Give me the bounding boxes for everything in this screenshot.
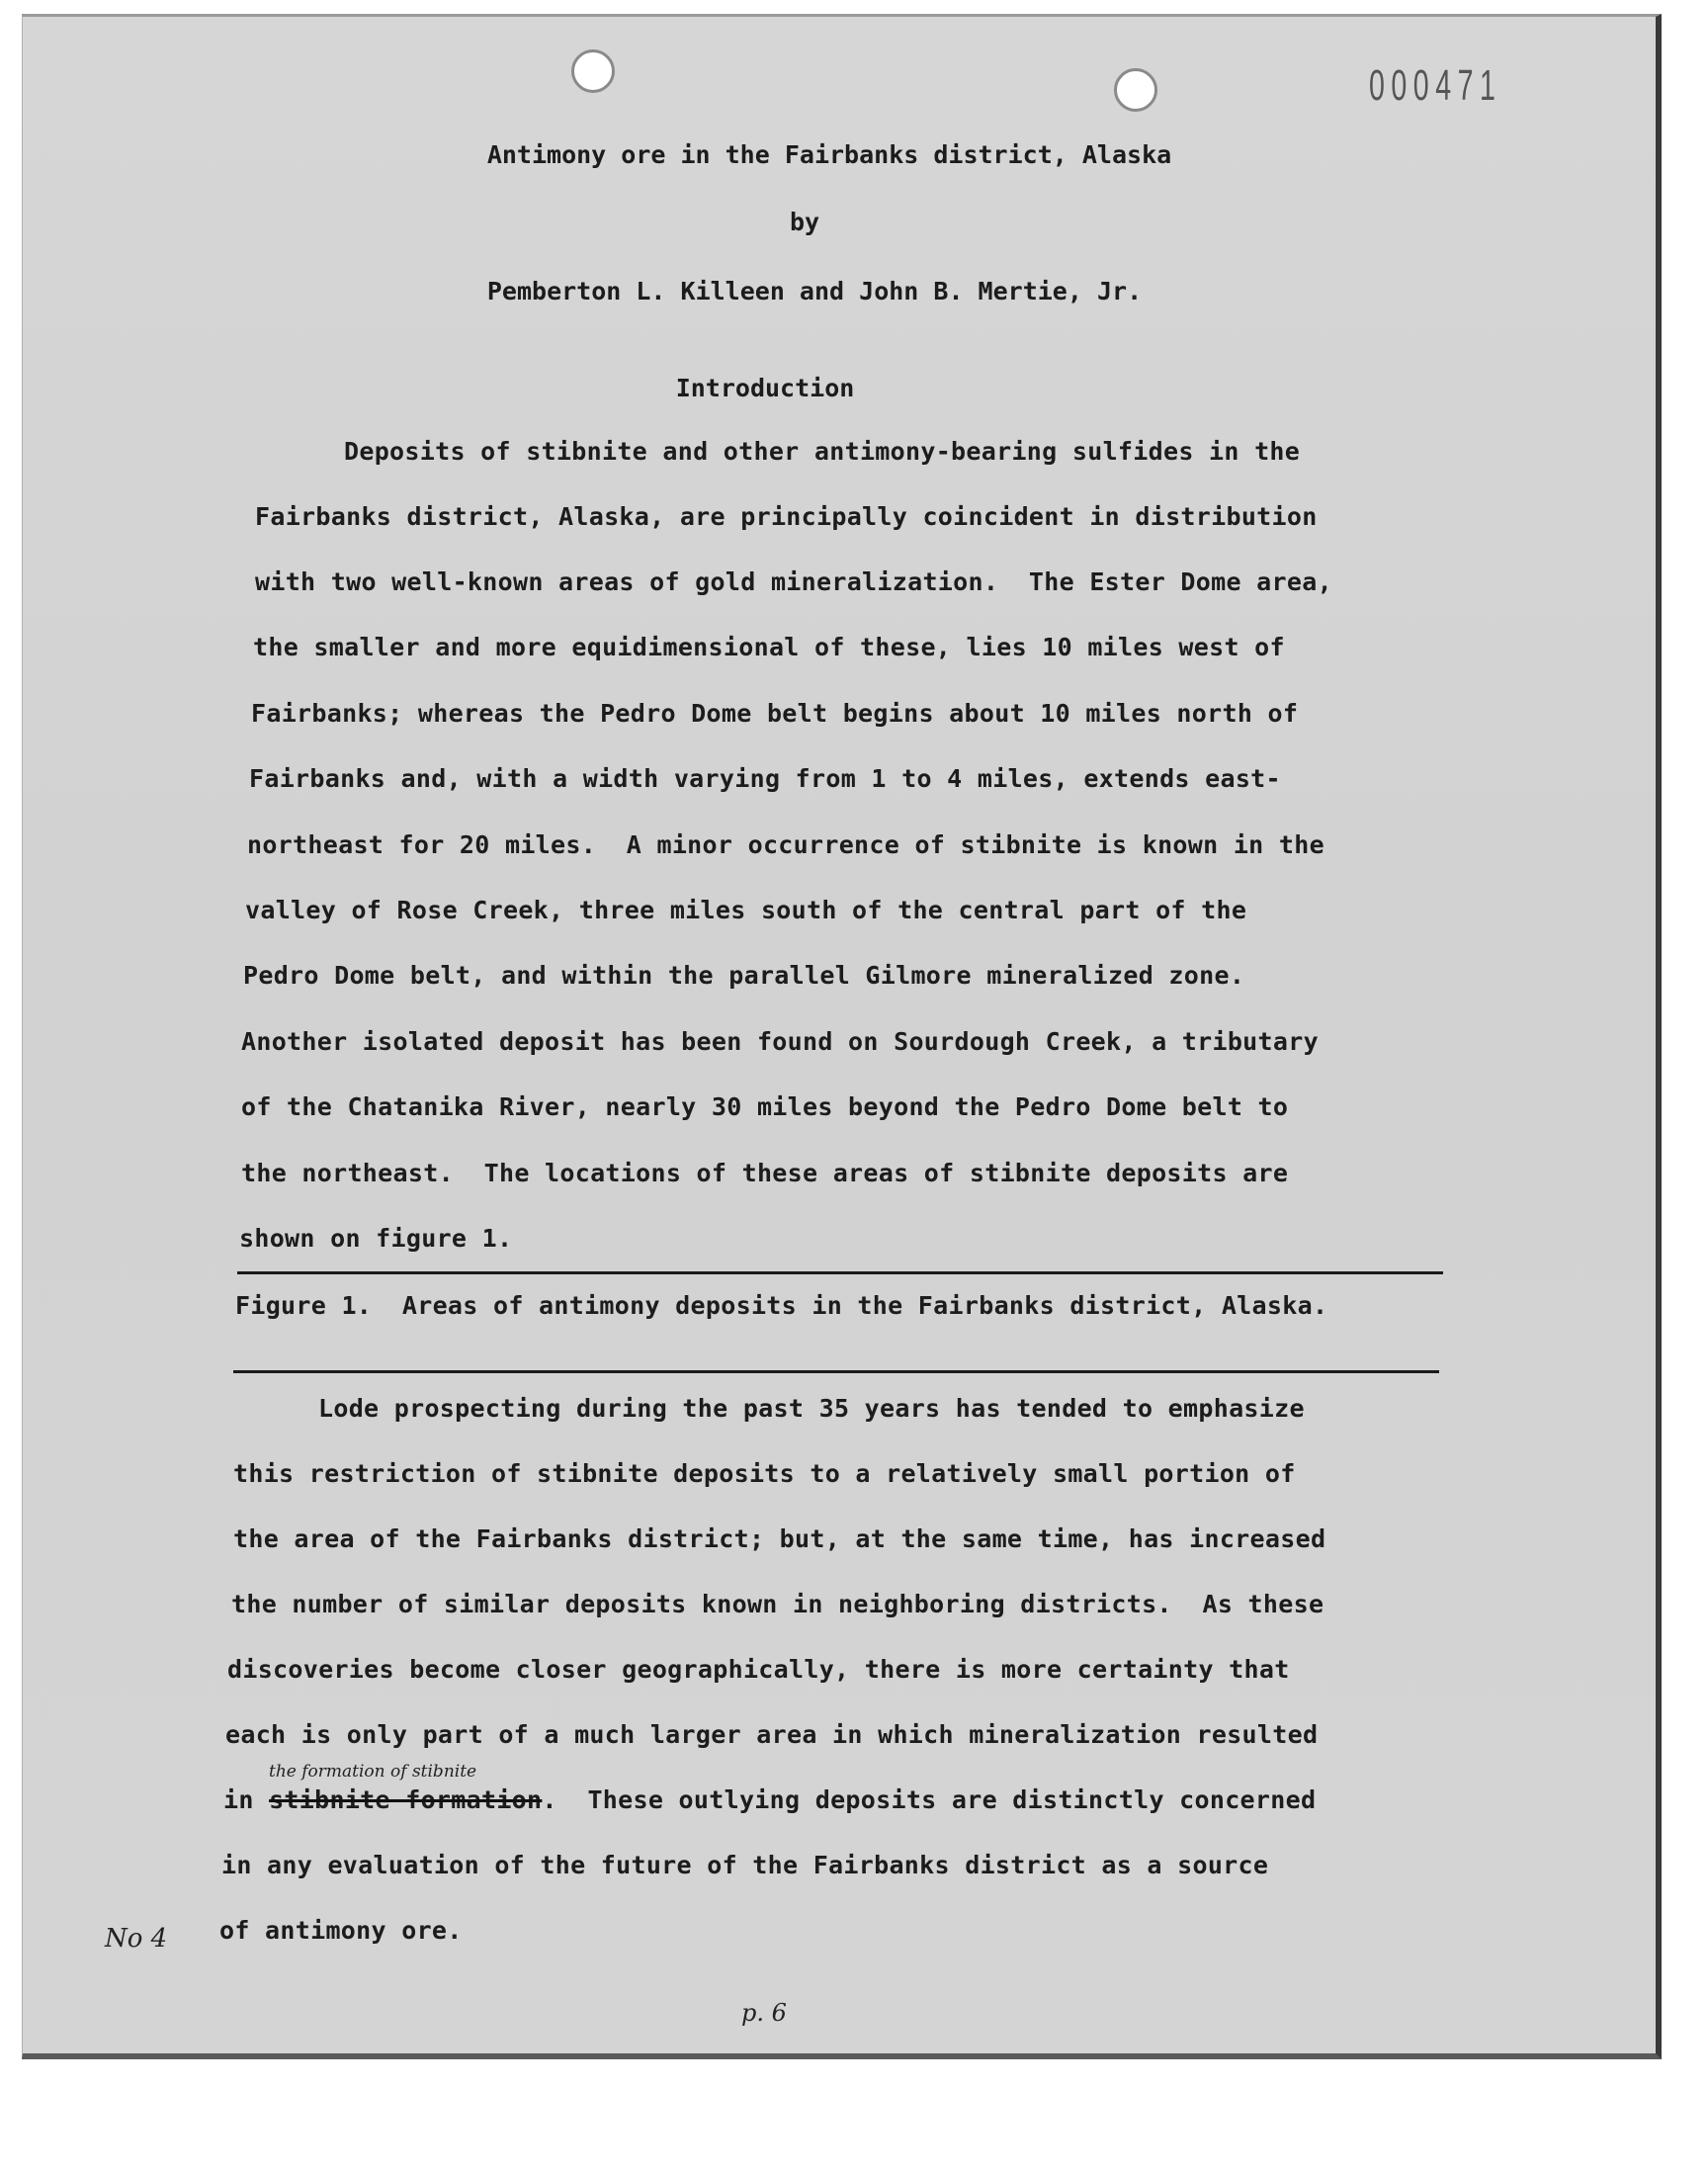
paragraph-line: Lode prospecting during the past 35 years has tended to emphasize: [318, 1394, 1305, 1423]
paragraph-line: the number of similar deposits known in neighboring districts. As these: [231, 1590, 1324, 1618]
paragraph-line: Fairbanks district, Alaska, are principally coincident in distribution: [255, 502, 1318, 531]
paragraph-line: of antimony ore.: [219, 1916, 463, 1945]
paragraph-line: discoveries become closer geographically, there is more certainty that: [227, 1655, 1290, 1684]
section-heading: Introduction: [675, 374, 855, 402]
figure-caption: Figure 1. Areas of antimony deposits in the Fairbanks district, Alaska.: [235, 1291, 1328, 1320]
authors: Pemberton L. Killeen and John B. Mertie, Jr.: [486, 277, 1143, 305]
handwritten-insertion: the formation of stibnite: [269, 1762, 477, 1782]
struck-out-text: stibnite formation: [269, 1785, 543, 1814]
paragraph-line: this restriction of stibnite deposits to a relatively small portion of: [233, 1459, 1296, 1488]
page-note: p. 6: [741, 1999, 787, 2027]
paragraph-line: Fairbanks; whereas the Pedro Dome belt begins about 10 miles north of: [251, 699, 1299, 728]
line-prefix: in: [223, 1785, 270, 1814]
punch-hole-left: [571, 49, 615, 93]
line-suffix: . These outlying deposits are distinctly concerned: [542, 1785, 1317, 1814]
paragraph-line: shown on figure 1.: [239, 1224, 513, 1253]
paragraph-line: valley of Rose Creek, three miles south of the central part of the: [245, 896, 1247, 924]
paragraph-line: the smaller and more equidimensional of these, lies 10 miles west of: [253, 633, 1285, 661]
paragraph-line-with-strikeout: [223, 1785, 1316, 1814]
figure-rule-bottom: [233, 1370, 1439, 1373]
paragraph-line: with two well-known areas of gold mineralization. The Ester Dome area,: [255, 567, 1332, 596]
paragraph-line: northeast for 20 miles. A minor occurrence of stibnite is known in the: [247, 830, 1324, 859]
byline-by: by: [789, 208, 820, 236]
document-stamp-number: 000471: [1369, 61, 1502, 110]
paragraph-line: each is only part of a much larger area in which mineralization resulted: [225, 1720, 1319, 1749]
paragraph-line: Another isolated deposit has been found on Sourdough Creek, a tributary: [241, 1027, 1319, 1056]
figure-rule-top: [237, 1271, 1443, 1274]
paragraph-line: the area of the Fairbanks district; but, at the same time, has increased: [233, 1524, 1326, 1553]
margin-note: No 4: [105, 1924, 168, 1954]
paragraph-line: of the Chatanika River, nearly 30 miles beyond the Pedro Dome belt to: [241, 1092, 1289, 1121]
document-title: Antimony ore in the Fairbanks district, Alaska: [486, 140, 1172, 169]
paragraph-line: in any evaluation of the future of the Fairbanks district as a source: [221, 1851, 1269, 1879]
paragraph-line: Fairbanks and, with a width varying from 1 to 4 miles, extends east-: [249, 764, 1281, 793]
punch-hole-right: [1114, 68, 1157, 112]
paragraph-line: Deposits of stibnite and other antimony-bearing sulfides in the: [344, 437, 1301, 466]
paragraph-line: the northeast. The locations of these areas of stibnite deposits are: [241, 1159, 1289, 1187]
paragraph-line: Pedro Dome belt, and within the parallel Gilmore mineralized zone.: [243, 961, 1245, 990]
